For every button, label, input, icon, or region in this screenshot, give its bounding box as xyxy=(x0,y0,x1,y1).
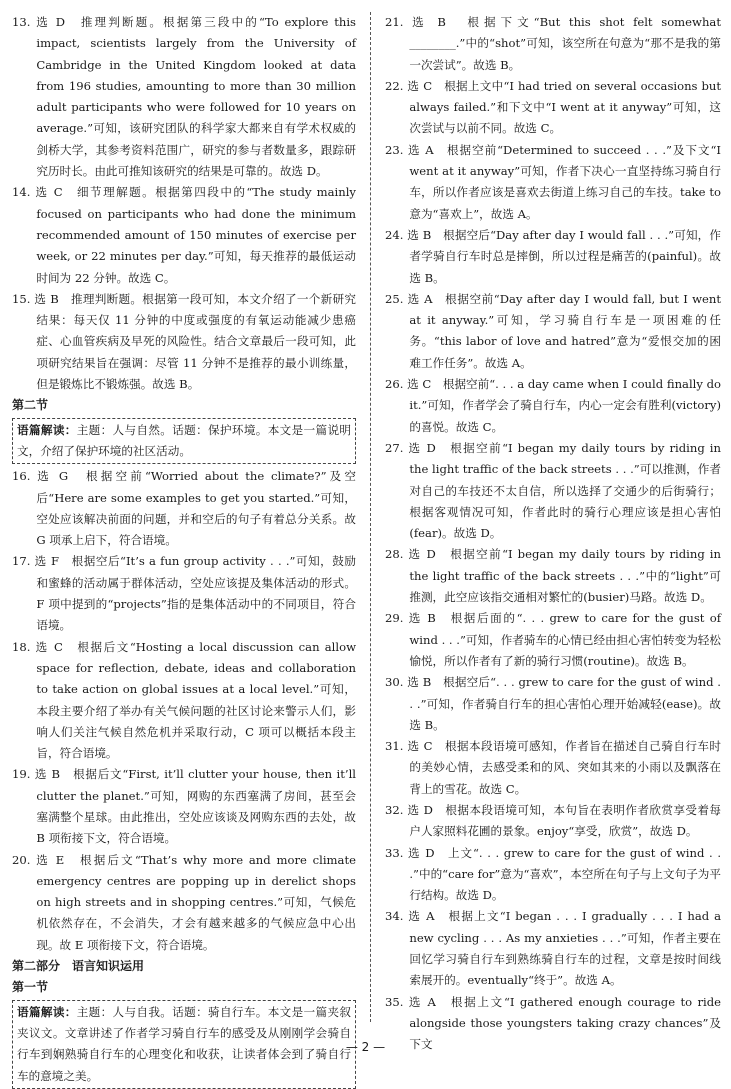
answer-28: 28. 选 D 根据空前“I began my daily tours by riding in the light traffic of the back streets . . .”中的“light”可推测，此空应该指交通相对繁忙的(busier)马路。故选 D。 xyxy=(385,547,721,605)
passage-analysis-label: 语篇解读： xyxy=(17,422,77,437)
right-column xyxy=(375,12,721,1052)
answer-33: 33. 选 D 上文“. . . grew to care for the gust of wind . . .”中的“care for”意为“喜欢”，本空所在句子与上文句子为平行结构。故选 D。 xyxy=(385,845,721,903)
column-divider xyxy=(370,12,371,1022)
answer-14: 14. 选 C 细节理解题。根据第四段中的“The study mainly focused on participants who had done the minimum recommended amount of 150 minutes of exercise per week, or 22 minutes per day.”可知，每天推荐的最低运动时间为 22 分钟。故选 C。 xyxy=(12,185,356,285)
answer-18: 18. 选 C 根据后文“Hosting a local discussion can allow space for reflection, debate, ideas and collaboration to take action on global issues at a local level.”可知，本段主要介绍了举办有关气候问题的社区讨论来警示人们，影响人们关注气候自然危机并采取行动，C 项可以概括本段主旨，符合语境。 xyxy=(12,639,356,761)
answer-19: 19. 选 B 根据后文“First, it’ll clutter your house, then it’ll clutter the planet.”可知，网购的东西塞满了房间，甚至会塞满整个星球。由此推出，空处应该谈及网购东西的去处，故 B 项衔接下文，符合语境。 xyxy=(12,767,356,846)
page-number: — 2 — xyxy=(345,1040,386,1054)
answer-32: 32. 选 D 根据本段语境可知，本句旨在表明作者欣赏享受着每户人家照料花圃的景象。enjoy“享受，欣赏”，故选 D。 xyxy=(385,802,721,839)
answer-31: 31. 选 C 根据本段语境可感知，作者旨在描述自己骑自行车时的美妙心情，去感受柔和的风、突如其来的小雨以及飘落在背上的雪花。故选 C。 xyxy=(385,739,721,796)
left-column xyxy=(12,12,366,1083)
answer-34: 34. 选 A 根据上文“I began . . . I gradually . . . I had a new cycling . . . As my anxieties . . .”可知，作者主要在回忆学习骑自行车到熟练骑自行车的过程，文章是按时间线索展开的。eventually“终于”。故选 A。 xyxy=(385,909,721,988)
answer-27: 27. 选 D 根据空前“I began my daily tours by riding in the light traffic of the back streets . . .”可以推测，作者对自己的车技还不太自信，所以选择了交通少的后街骑行；根据客观情况可知，作者此时的骑行心理应该是担心害怕(fear)。故选 D。 xyxy=(385,440,721,541)
passage-analysis-label: 语篇解读： xyxy=(17,1004,77,1019)
part-2-title: 第二部分 语言知识运用 xyxy=(12,959,145,974)
answer-24: 24. 选 B 根据空后“Day after day I would fall . . .”可知，作者学骑自行车时总是摔倒，所以过程是痛苦的(painful)。故选 B。 xyxy=(385,227,721,285)
answer-15: 15. 选 B 推理判断题。根据第一段可知，本文介绍了一个新研究结果：每天仅 11 分钟的中度或强度的有氧运动能减少患癌症、心血管疾病及早死的风险性。结合文章最后一段可知，此项研究结果旨在强调：尽管 11 分钟不是推荐的最小训练量，但是锻炼比不锻炼强。故选 B。 xyxy=(12,291,356,392)
two-column-body xyxy=(12,12,721,1083)
answer-23: 23. 选 A 根据空前“Determined to succeed . . .”及下文“I went at it anyway”可知，作者下决心一直坚持练习骑自行车，所以作者应该是喜欢去街道上练习自己的车技。take to 意为“喜欢上”，故选 A。 xyxy=(385,142,721,221)
passage-analysis-box-1 xyxy=(12,418,356,465)
answer-17: 17. 选 F 根据空后“It’s a fun group activity . . .”可知，鼓励和蜜蜂的活动属于群体活动，空处应该提及集体活动的形式。F 项中提到的“projects”指的是集体活动中的不同项目，符合语境。 xyxy=(12,554,356,633)
section-2-title: 第二节 xyxy=(12,398,49,413)
passage-analysis-text: 主题：人与自我。话题：骑自行车。本文是一篇夹叙夹议文。文章讲述了作者学习骑自行车的感受及从刚刚学会骑自行车到娴熟骑自行车的心理变化和收获，让读者体会到了骑自行车的意境之美。 xyxy=(17,1004,351,1083)
passage-analysis-text: 主题：人与自然。话题：保护环境。本文是一篇说明文，介绍了保护环境的社区活动。 xyxy=(17,422,351,458)
answer-20: 20. 选 E 根据后文“That’s why more and more climate emergency centres are popping up in derelict shops on high streets and in shopping centres.”可知，气候危机依然存在，不会消失，才会有越来越多的气候应急中心出现。故 E 项衔接下文，符合语境。 xyxy=(12,852,356,952)
answer-22: 22. 选 C 根据上文中“I had tried on several occasions but always failed.”和下文中“I went at it anyway”可知，这次尝试与以前不同。故选 C。 xyxy=(385,78,721,136)
answer-30: 30. 选 B 根据空后“. . . grew to care for the gust of wind . . .”可知，作者骑自行车的担心害怕心理开始减轻(ease)。故选 B。 xyxy=(385,675,721,732)
answer-26: 26. 选 C 根据空前“. . . a day came when I could finally do it.”可知，作者学会了骑自行车，内心一定会有胜利(victory)的喜悦。故选 C。 xyxy=(385,377,721,434)
answer-35: 35. 选 A 根据上文“I gathered enough courage to ride alongside those youngsters taking crazy chances”及下文 xyxy=(385,994,721,1052)
answer-25: 25. 选 A 根据空前“Day after day I would fall, but I went at it anyway.”可知，学习骑自行车是一项困难的任务。“this labor of love and hatred”意为“爱恨交加的困难工作任务”。故选 A。 xyxy=(385,291,721,370)
answer-21: 21. 选 B 根据下文“But this shot felt somewhat ________.”中的“shot”可知，该空所在句意为“那不是我的第一次尝试”。故选 B。 xyxy=(385,15,721,72)
answer-13: 13. 选 D 推理判断题。根据第三段中的“To explore this impact, scientists largely from the University of Cambridge in the United Kingdom looked at data from 196 studies, amounting to more than 30 million adult participants who were followed for 10 years on average.”可知，该研究团队的科学家大都来自有学术权威的剑桥大学，其参考资料范围广，研究的参与者数量多，跟踪研究历时长。由此可推知该研究的结果是可靠的。故选 D。 xyxy=(12,15,356,179)
answer-16: 16. 选 G 根据空前“Worried about the climate?”及空后“Here are some examples to get you started.”可知，空处应该解决前面的问题，并和空后的句子有着总分关系。故 G 项承上启下，符合语境。 xyxy=(12,469,356,548)
part-2-section-1-title: 第一节 xyxy=(12,980,49,995)
answer-29: 29. 选 B 根据后面的“. . . grew to care for the gust of wind . . .”可知，作者骑车的心情已经由担心害怕转变为轻松愉悦，所以作者有了新的骑行习惯(routine)。故选 B。 xyxy=(385,611,721,668)
